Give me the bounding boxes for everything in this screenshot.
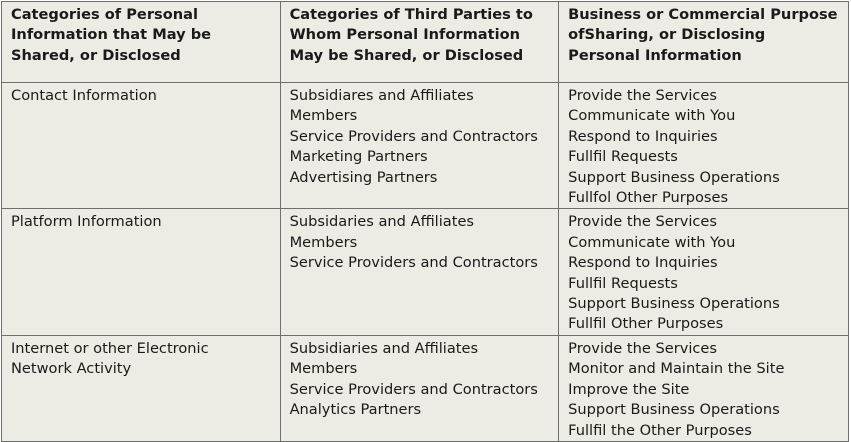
purpose-item: Improve the Site [568,380,690,398]
purpose-item: Fullfil Requests [568,274,678,292]
pi-category-text: Internet or other Electronic Network Activity [11,339,209,378]
third-party-item: Subsidiaries and Affiliates [289,339,479,357]
header-row [2,2,849,83]
purpose-item: Fullfil Requests [568,148,678,166]
purpose-item: Respond to Inquiries [568,127,718,145]
header-pi-categories: Categories of Personal Information that May be Shared, or Disclosed [2,2,281,83]
table-body [2,83,849,442]
purposes-cell [559,209,849,335]
purpose-item: Provide the Services [568,87,718,104]
pi-category-text: Contact Information [11,87,157,104]
purpose-item: Fullfil the Other Purposes [568,421,752,439]
purpose-item: Fullfol Other Purposes [568,189,729,207]
third-party-item: Advertising Partners [289,168,438,186]
pi-category-cell [2,83,281,209]
table-row [2,83,849,209]
third-party-item: Subsidaries and Affiliates [289,213,475,231]
third-party-item: Marketing Partners [289,148,428,166]
purposes-cell [559,335,849,441]
purpose-item: Monitor and Maintain the Site [568,360,785,378]
table-row [2,335,849,441]
purpose-item: Support Business Operations [568,295,780,313]
purpose-item: Fullfil Other Purposes [568,315,724,333]
purpose-item: Communicate with You [568,233,736,251]
pi-category-cell [2,335,281,441]
purpose-item: Provide the Services [568,339,718,357]
table-row [2,209,849,335]
header-business-purpose: Business or Commercial Purpose ofSharing, or Disclosing Personal Information [559,2,849,83]
header-third-party-categories: Categories of Third Parties to Whom Personal Information May be Shared, or Disclosed [280,2,559,83]
purposes-cell [559,83,849,209]
third-party-item: Members [289,360,358,378]
third-party-item: Analytics Partners [289,401,422,419]
pi-category-text: Platform Information [11,213,162,231]
third-parties-cell [280,209,559,335]
purpose-item: Respond to Inquiries [568,254,718,272]
third-party-item: Members [289,107,358,125]
purpose-item: Communicate with You [568,107,736,125]
disclosure-table [1,1,849,442]
table-header [2,2,849,83]
third-party-item: Service Providers and Contractors [289,127,538,145]
purpose-item: Provide the Services [568,213,718,231]
purpose-item: Support Business Operations [568,168,780,186]
third-party-item: Service Providers and Contractors [289,380,538,398]
third-party-item: Service Providers and Contractors [289,254,538,272]
purpose-item: Support Business Operations [568,401,780,419]
third-party-item: Members [289,233,358,251]
third-party-item: Subsidiares and Affiliates [289,87,474,104]
pi-category-cell [2,209,281,335]
third-parties-cell [280,83,559,209]
third-parties-cell [280,335,559,441]
